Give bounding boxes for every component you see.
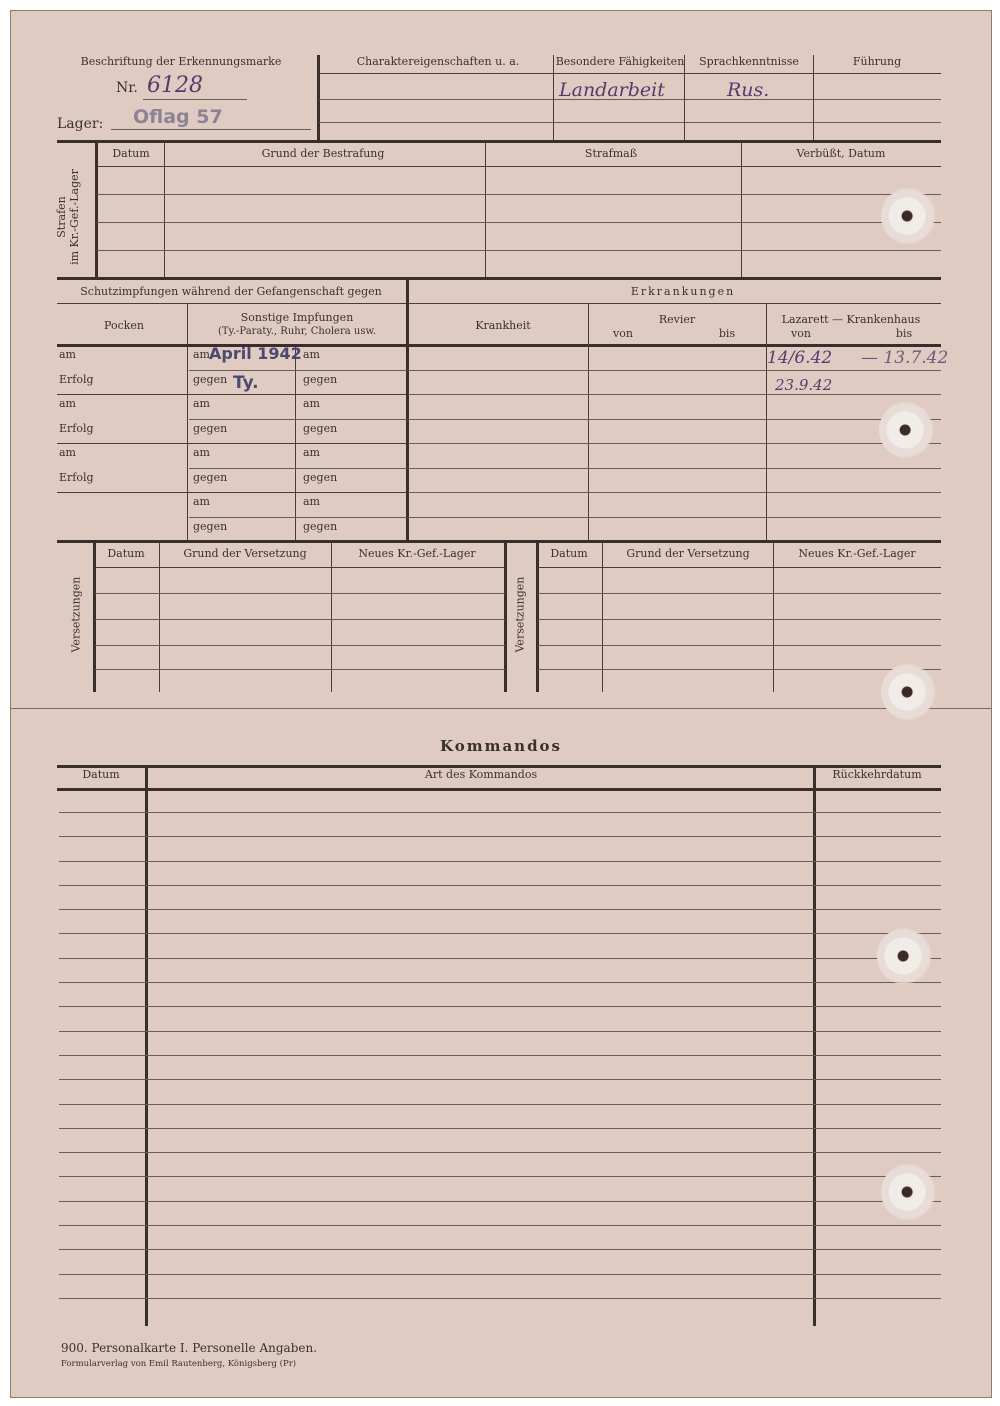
rule-line	[95, 593, 505, 594]
rule-line	[189, 517, 407, 518]
pocken-row-label: Erfolg	[59, 470, 94, 484]
footer-form-number: 900. Personalkarte I. Personelle Angaben.	[61, 1341, 318, 1355]
strafen-col-verbuesst: Verbüßt, Datum	[796, 147, 886, 160]
pocken-row-label: am	[59, 397, 76, 410]
rule-line	[59, 1128, 941, 1129]
rule-line	[59, 1079, 941, 1080]
sonstige-left-label: gegen	[193, 470, 228, 484]
rule-line	[59, 1104, 941, 1105]
id-section-header: Beschriftung der Erkennungsmarke	[80, 55, 282, 68]
lazarett-von: von	[791, 327, 811, 340]
impfungen-col-sonstige-sub: (Ty.-Paraty., Ruhr, Cholera usw.	[217, 326, 377, 337]
strafen-col-strafmass: Strafmaß	[584, 147, 638, 160]
rule-line	[408, 419, 941, 420]
col-fuehrung: Führung	[852, 55, 902, 68]
kommandos-col-rueckkehr: Rückkehrdatum	[832, 768, 922, 781]
vers-left-col-grund: Grund der Versetzung	[183, 547, 307, 560]
kommandos-col-datum: Datum	[82, 768, 120, 781]
sonstige-left-label: am	[193, 495, 210, 508]
rule-line	[189, 370, 407, 371]
nr-underline	[143, 99, 247, 100]
lager-underline	[111, 129, 311, 130]
rule-line	[57, 394, 407, 395]
rule-line	[538, 593, 941, 594]
rule-line	[95, 619, 505, 620]
rule-line	[59, 982, 941, 983]
rule-line	[538, 619, 941, 620]
fold-line	[11, 708, 991, 709]
impf-stamp-date: April 1942	[209, 344, 302, 363]
vers-right-col-datum: Datum	[550, 547, 588, 560]
rule-line	[59, 812, 941, 813]
strafen-col-datum: Datum	[112, 147, 150, 160]
pocken-row-label: am	[59, 446, 76, 459]
rule-line	[59, 909, 941, 910]
sonstige-right-label: am	[303, 348, 320, 361]
sonstige-left-label: am	[193, 397, 210, 410]
revier-von: von	[613, 327, 633, 340]
sonstige-right-label: gegen	[303, 470, 338, 484]
sonstige-right-label: am	[303, 446, 320, 459]
personalkarte-document	[10, 10, 992, 1398]
erkrankungen-col-revier: Revier	[658, 313, 696, 326]
rule-line	[59, 933, 941, 934]
erkrankungen-col-lazarett: Lazarett — Krankenhaus	[781, 313, 921, 326]
id-divider	[317, 55, 320, 141]
pocken-row-label: Erfolg	[59, 372, 94, 386]
rule-line	[59, 1006, 941, 1007]
sonstige-left-label: gegen	[193, 372, 228, 386]
versetzungen-side-label-right: Versetzungen	[513, 576, 527, 653]
vers-right-col-grund: Grund der Versetzung	[626, 547, 750, 560]
rule-line	[408, 443, 941, 444]
vers-left-col-datum: Datum	[107, 547, 145, 560]
punch-hole	[881, 1163, 939, 1221]
rule-line	[57, 443, 407, 444]
kommandos-col-art: Art des Kommandos	[424, 768, 538, 781]
rule-line	[59, 1055, 941, 1056]
rule-line	[59, 1274, 941, 1275]
nr-label: Nr.	[116, 80, 138, 96]
strafen-side-label: Strafen im Kr.-Gef.-Lager	[55, 169, 81, 265]
impfungen-header: Schutzimpfungen während der Gefangenschaft gegen	[80, 285, 382, 298]
rule-line	[538, 567, 941, 568]
vers-left-col-lager: Neues Kr.-Gef.-Lager	[358, 547, 476, 560]
rule-line	[59, 1249, 941, 1250]
top-header-line	[319, 73, 941, 74]
sonstige-right-label: gegen	[303, 519, 338, 533]
impfungen-col-pocken: Pocken	[104, 319, 144, 332]
rule-line	[59, 1225, 941, 1226]
rule-line	[408, 517, 941, 518]
pocken-row-label: Erfolg	[59, 421, 94, 435]
sonstige-right-label: am	[303, 495, 320, 508]
kommandos-title: Kommandos	[439, 737, 563, 755]
rule-line	[95, 567, 505, 568]
rule-line	[59, 958, 941, 959]
pocken-row-label: am	[59, 348, 76, 361]
lazarett-bis: bis	[895, 327, 913, 340]
vers-right-col-lager: Neues Kr.-Gef.-Lager	[798, 547, 916, 560]
col-sprache: Sprachkenntnisse	[699, 55, 799, 68]
rule-line	[59, 885, 941, 886]
col-faehigkeiten: Besondere Fähigkeiten	[555, 55, 685, 68]
rule-line	[408, 492, 941, 493]
lazarett-entry-2-von: 23.9.42	[775, 376, 833, 394]
rule-line	[408, 370, 941, 371]
punch-hole	[881, 663, 939, 721]
lazarett-entry-1-bis: — 13.7.42	[861, 348, 949, 368]
rule-line	[59, 861, 941, 862]
rule-line	[408, 468, 941, 469]
rule-line	[59, 1176, 941, 1177]
rule-line	[538, 645, 941, 646]
rule-line	[59, 836, 941, 837]
versetzungen-side-label-left: Versetzungen	[69, 576, 83, 653]
sprache-value: Rus.	[727, 79, 770, 101]
sonstige-left-label: gegen	[193, 519, 228, 533]
rule-line	[189, 468, 407, 469]
faehigkeiten-value: Landarbeit	[559, 79, 665, 101]
revier-bis: bis	[718, 327, 736, 340]
rule-line	[538, 669, 941, 670]
sonstige-left-label: gegen	[193, 421, 228, 435]
rule-line	[95, 645, 505, 646]
rule-line	[57, 492, 407, 493]
rule-line	[189, 419, 407, 420]
sonstige-left-label: am	[193, 348, 210, 361]
lager-stamp: Oflag 57	[133, 106, 223, 128]
impf-stamp-type: Ty.	[233, 373, 259, 393]
punch-hole	[879, 401, 937, 459]
punch-hole	[881, 187, 939, 245]
rule-line	[59, 1298, 941, 1299]
sonstige-right-label: am	[303, 397, 320, 410]
impfungen-col-sonstige: Sonstige Impfungen	[240, 311, 354, 324]
rule-line	[408, 394, 941, 395]
lager-label: Lager:	[57, 116, 104, 132]
col-charakter: Charaktereigenschaften u. a.	[356, 55, 520, 68]
erkrankungen-header: Erkrankungen	[630, 285, 736, 298]
lazarett-entry-1-von: 14/6.42	[767, 348, 833, 368]
sonstige-left-label: am	[193, 446, 210, 459]
punch-hole	[877, 927, 935, 985]
sonstige-right-label: gegen	[303, 421, 338, 435]
sonstige-right-label: gegen	[303, 372, 338, 386]
rule-line	[59, 1152, 941, 1153]
rule-line	[59, 1031, 941, 1032]
nr-value: 6128	[147, 73, 203, 98]
erkrankungen-col-krankheit: Krankheit	[475, 319, 531, 332]
strafen-col-grund: Grund der Bestrafung	[261, 147, 385, 160]
rule-line	[59, 1201, 941, 1202]
rule-line	[95, 669, 505, 670]
footer-publisher: Formularverlag von Emil Rautenberg, Königsberg (Pr)	[61, 1359, 297, 1369]
